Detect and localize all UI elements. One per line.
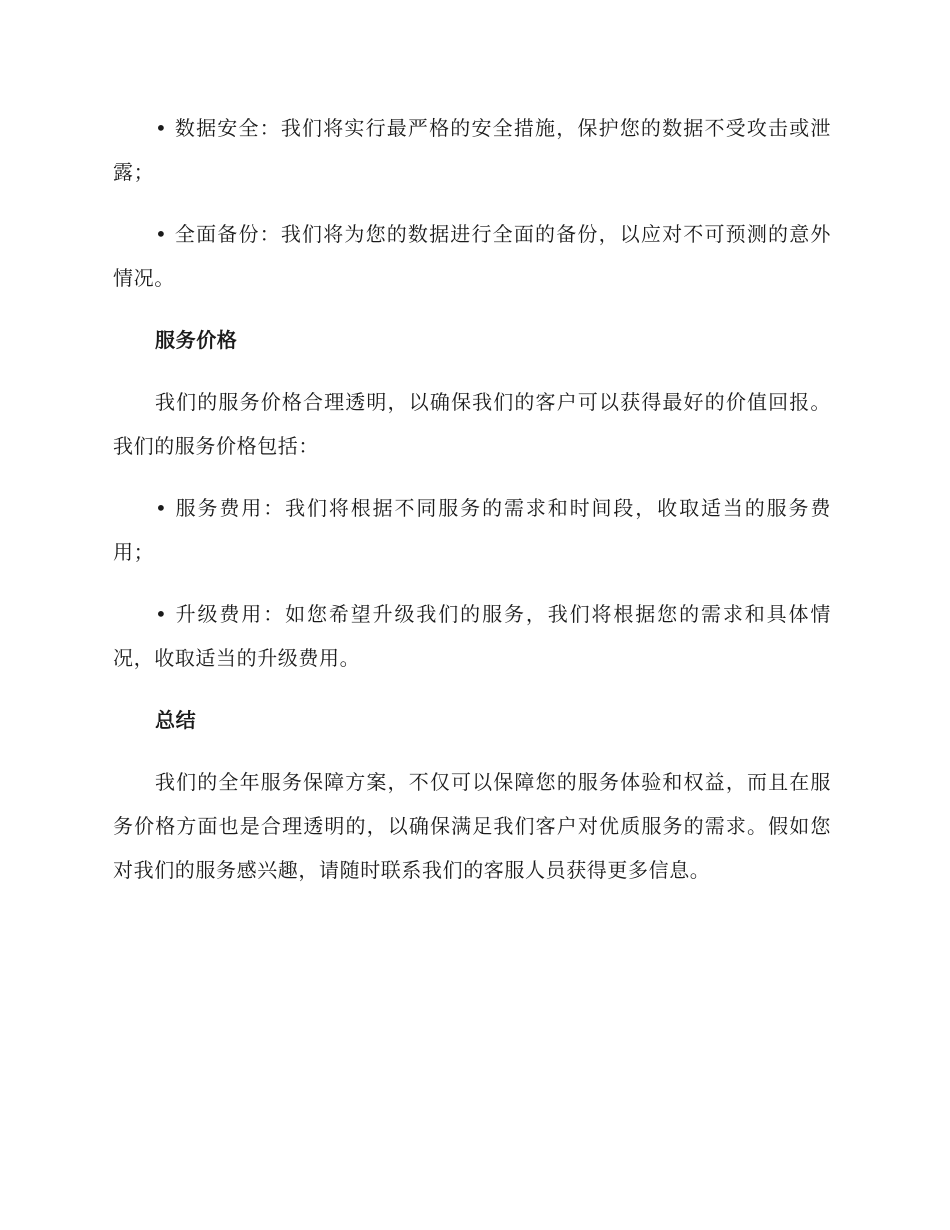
summary-paragraph: 我们的全年服务保障方案，不仅可以保障您的服务体验和权益，而且在服务价格方面也是合理透明的，以确保满足我们客户对优质服务的需求。假如您对我们的服务感兴趣，请随时联系我们的客服人员获得更多信息。 — [113, 770, 831, 882]
bullet-full-backup: • 全面备份：我们将为您的数据进行全面的备份，以应对不可预测的意外情况。 — [113, 222, 831, 290]
bullet-upgrade-fee: • 升级费用：如您希望升级我们的服务，我们将根据您的需求和具体情况，收取适当的升级费用。 — [113, 602, 831, 670]
price-intro-paragraph: 我们的服务价格合理透明，以确保我们的客户可以获得最好的价值回报。我们的服务价格包括： — [113, 390, 831, 458]
section-heading-service-price: 服务价格 — [155, 328, 238, 352]
section-heading-summary: 总结 — [155, 708, 197, 732]
bullet-data-security: • 数据安全：我们将实行最严格的安全措施，保护您的数据不受攻击或泄露； — [113, 116, 831, 184]
bullet-service-fee: • 服务费用：我们将根据不同服务的需求和时间段，收取适当的服务费用； — [113, 496, 831, 564]
document-page — [113, 106, 831, 910]
